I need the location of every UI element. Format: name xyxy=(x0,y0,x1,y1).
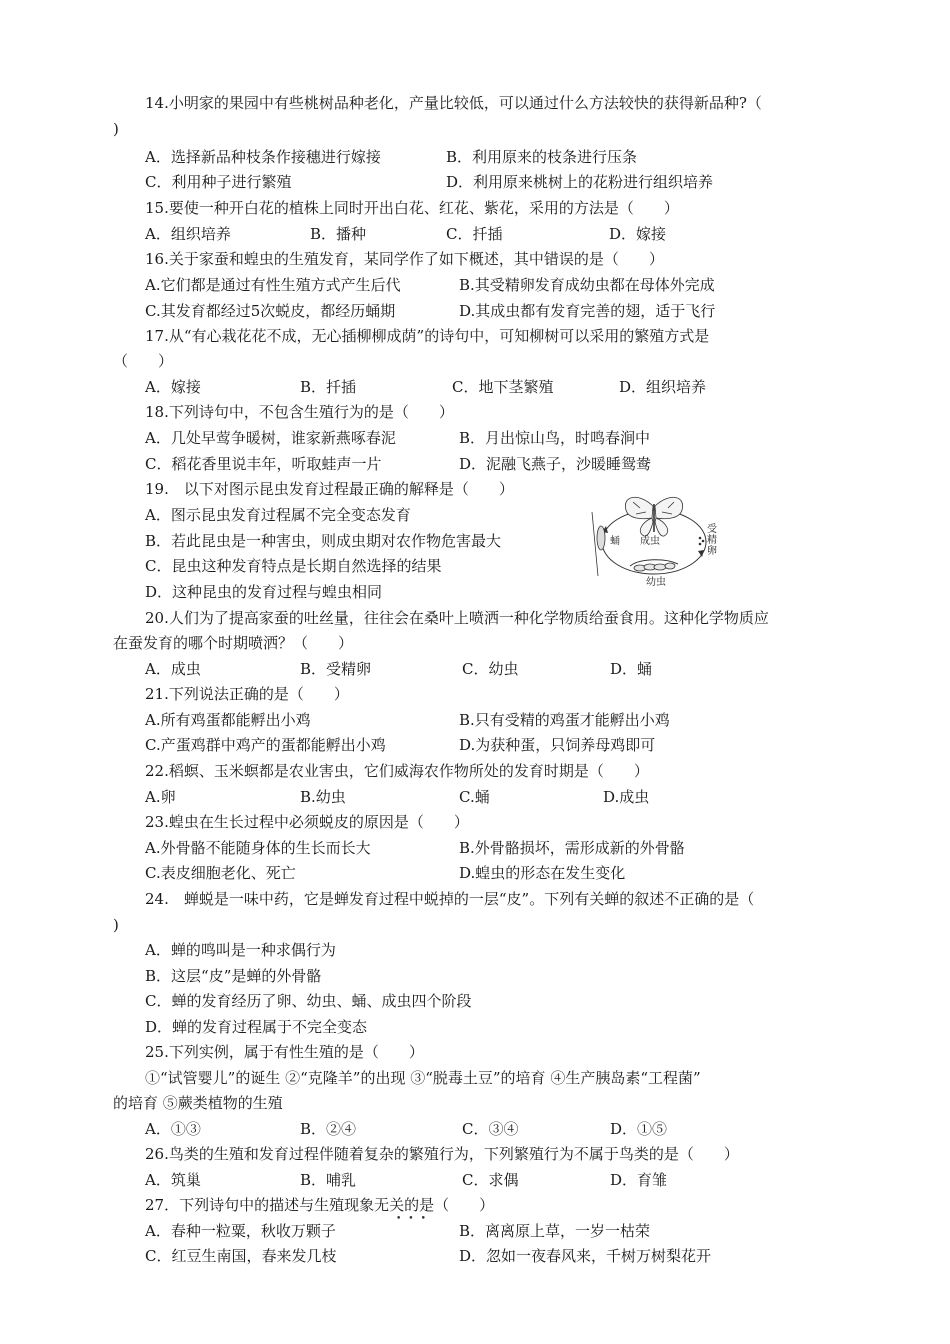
question-14-stem: 14.小明家的果园中有些桃树品种老化，产量比较低，可以通过什么方法较快的获得新品种?（ xyxy=(145,94,762,112)
question-27-stem: 27．下列诗句中的描述与生殖现象无关的是（ ） xyxy=(145,1196,495,1214)
question-21-option-d: D.为获种蛋，只饲养母鸡即可 xyxy=(459,736,656,754)
question-16-stem: 16.关于家蚕和蝗虫的生殖发育，某同学作了如下概述，其中错误的是（ ） xyxy=(145,250,664,268)
question-24-option-a: A．蝉的鸣叫是一种求偶行为 xyxy=(145,941,336,959)
question-25-option-a: A．①③ xyxy=(145,1120,201,1138)
question-25-stem-items: ①“试管婴儿”的诞生 ②“克隆羊”的出现 ③“脱毒土豆”的培育 ④生产胰岛素“工程菌” xyxy=(145,1069,701,1087)
question-19-option-c: C．昆虫这种发育特点是长期自然选择的结果 xyxy=(145,557,442,575)
question-20-stem: 20.人们为了提高家蚕的吐丝量，往往会在桑叶上喷洒一种化学物质给蚕食用。这种化学物质应 xyxy=(145,609,769,627)
question-18-option-a: A．几处早莺争暖树，谁家新燕啄春泥 xyxy=(145,429,396,447)
insect-life-cycle-diagram xyxy=(588,492,720,588)
question-27-option-b: B．离离原上草，一岁一枯荣 xyxy=(459,1222,651,1240)
question-20-stem-continued: 在蚕发育的哪个时期喷洒？（ ） xyxy=(113,634,354,652)
question-23-option-d: D.蝗虫的形态在发生变化 xyxy=(459,864,626,882)
question-27-option-a: A．春种一粒粟，秋收万颗子 xyxy=(145,1222,336,1240)
question-17-option-b: B．扦插 xyxy=(300,378,357,396)
pupa-icon xyxy=(592,512,605,576)
question-24-option-b: B．这层“皮”是蝉的外骨骼 xyxy=(145,967,322,985)
question-22-option-a: A.卵 xyxy=(145,788,176,806)
question-18-stem: 18.下列诗句中，不包含生殖行为的是（ ） xyxy=(145,403,454,421)
question-19-option-a: A．图示昆虫发育过程属不完全变态发育 xyxy=(145,506,411,524)
question-24-option-c: C．蝉的发育经历了卵、幼虫、蛹、成虫四个阶段 xyxy=(145,992,472,1010)
question-20-option-a: A．成虫 xyxy=(145,660,201,678)
question-26-stem: 26.鸟类的生殖和发育过程伴随着复杂的繁殖行为，下列繁殖行为不属于鸟类的是（ ） xyxy=(145,1145,739,1163)
question-21-option-b: B.只有受精的鸡蛋才能孵出小鸡 xyxy=(459,711,670,729)
question-16-option-a: A.它们都是通过有性生殖方式产生后代 xyxy=(145,276,401,294)
emphasis-dots: ••• xyxy=(396,1214,433,1224)
question-20-option-c: C．幼虫 xyxy=(462,660,519,678)
question-22-stem: 22.稻螟、玉米螟都是农业害虫，它们威海农作物所处的发育时期是（ ） xyxy=(145,762,649,780)
question-15-option-a: A．组织培养 xyxy=(145,225,231,243)
label-pupa: 蛹 xyxy=(610,536,620,547)
question-16-option-c: C.其发育都经过5次蜕皮，都经历蛹期 xyxy=(145,302,396,320)
label-egg-3: 卵 xyxy=(707,546,717,557)
question-17-stem-continued: （ ） xyxy=(113,352,174,370)
question-26-option-c: C．求偶 xyxy=(462,1171,519,1189)
insect-life-cycle-figure xyxy=(588,492,720,588)
question-26-option-a: A．筑巢 xyxy=(145,1171,201,1189)
question-17-option-d: D．组织培养 xyxy=(619,378,707,396)
question-25-option-d: D．①⑤ xyxy=(610,1120,668,1138)
question-14-option-b: B．利用原来的枝条进行压条 xyxy=(446,148,638,166)
question-14-option-a: A．选择新品种枝条作接穗进行嫁接 xyxy=(145,148,381,166)
label-egg-2: 精 xyxy=(707,535,717,546)
question-21-stem: 21.下列说法正确的是（ ） xyxy=(145,685,349,703)
question-18-option-b: B．月出惊山鸟，时鸣春涧中 xyxy=(459,429,651,447)
question-25-option-c: C．③④ xyxy=(462,1120,519,1138)
question-24-stem-continued: ) xyxy=(113,916,119,934)
question-19-option-b: B．若此昆虫是一种害虫，则成虫期对农作物危害最大 xyxy=(145,532,502,550)
question-21-option-a: A.所有鸡蛋都能孵出小鸡 xyxy=(145,711,311,729)
label-egg-1: 受 xyxy=(707,524,717,535)
label-adult: 成虫 xyxy=(640,536,660,547)
butterfly-icon xyxy=(625,497,682,536)
question-16-option-d: D.其成虫都有发育完善的翅，适于飞行 xyxy=(459,302,716,320)
question-24-option-d: D．蝉的发育过程属于不完全变态 xyxy=(145,1018,368,1036)
question-18-option-d: D．泥融飞燕子，沙暖睡鸳鸯 xyxy=(459,455,652,473)
question-14-option-c: C．利用种子进行繁殖 xyxy=(145,173,292,191)
question-27-option-d: D．忽如一夜春风来，千树万树梨花开 xyxy=(459,1247,712,1265)
question-19-option-d: D．这种昆虫的发育过程与蝗虫相同 xyxy=(145,583,383,601)
question-18-option-c: C．稻花香里说丰年，听取蛙声一片 xyxy=(145,455,382,473)
question-14-stem-continued: ) xyxy=(113,120,119,138)
question-17-stem: 17.从“有心栽花花不成，无心插柳柳成荫”的诗句中，可知柳树可以采用的繁殖方式是 xyxy=(145,327,710,345)
question-15-stem: 15.要使一种开白花的植株上同时开出白花、红花、紫花，采用的方法是（ ） xyxy=(145,199,679,217)
question-23-option-b: B.外骨骼损坏，需形成新的外骨骼 xyxy=(459,839,685,857)
egg-icon xyxy=(699,537,705,546)
question-21-option-c: C.产蛋鸡群中鸡产的蛋都能孵出小鸡 xyxy=(145,736,386,754)
question-22-option-b: B.幼虫 xyxy=(300,788,346,806)
question-23-option-c: C.表皮细胞老化、死亡 xyxy=(145,864,296,882)
question-23-stem: 23.蝗虫在生长过程中必须蜕皮的原因是（ ） xyxy=(145,813,469,831)
question-16-option-b: B.其受精卵发育成幼虫都在母体外完成 xyxy=(459,276,715,294)
question-25-stem-continued: 的培育 ⑤蕨类植物的生殖 xyxy=(113,1094,283,1112)
question-24-stem: 24. 蝉蜕是一味中药，它是蝉发育过程中蜕掉的一层“皮”。下列有关蝉的叙述不正确的是（ xyxy=(145,890,755,908)
question-20-option-b: B．受精卵 xyxy=(300,660,372,678)
question-25-option-b: B．②④ xyxy=(300,1120,357,1138)
question-15-option-b: B．播种 xyxy=(310,225,367,243)
question-22-option-d: D.成虫 xyxy=(603,788,650,806)
question-14-option-d: D．利用原来桃树上的花粉进行组织培养 xyxy=(446,173,714,191)
question-23-option-a: A.外骨骼不能随身体的生长而长大 xyxy=(145,839,371,857)
label-larva: 幼虫 xyxy=(646,577,666,588)
question-27-option-c: C．红豆生南国，春来发几枝 xyxy=(145,1247,337,1265)
question-26-option-b: B．哺乳 xyxy=(300,1171,357,1189)
question-17-option-c: C．地下茎繁殖 xyxy=(452,378,554,396)
question-17-option-a: A．嫁接 xyxy=(145,378,201,396)
question-15-option-c: C．扦插 xyxy=(446,225,503,243)
question-20-option-d: D．蛹 xyxy=(610,660,653,678)
question-25-stem: 25.下列实例，属于有性生殖的是（ ） xyxy=(145,1043,424,1061)
caterpillar-icon xyxy=(630,560,678,571)
question-19-stem: 19. 以下对图示昆虫发育过程最正确的解释是（ ） xyxy=(145,480,514,498)
question-26-option-d: D．育雏 xyxy=(610,1171,668,1189)
question-22-option-c: C.蛹 xyxy=(459,788,490,806)
question-15-option-d: D．嫁接 xyxy=(609,225,667,243)
